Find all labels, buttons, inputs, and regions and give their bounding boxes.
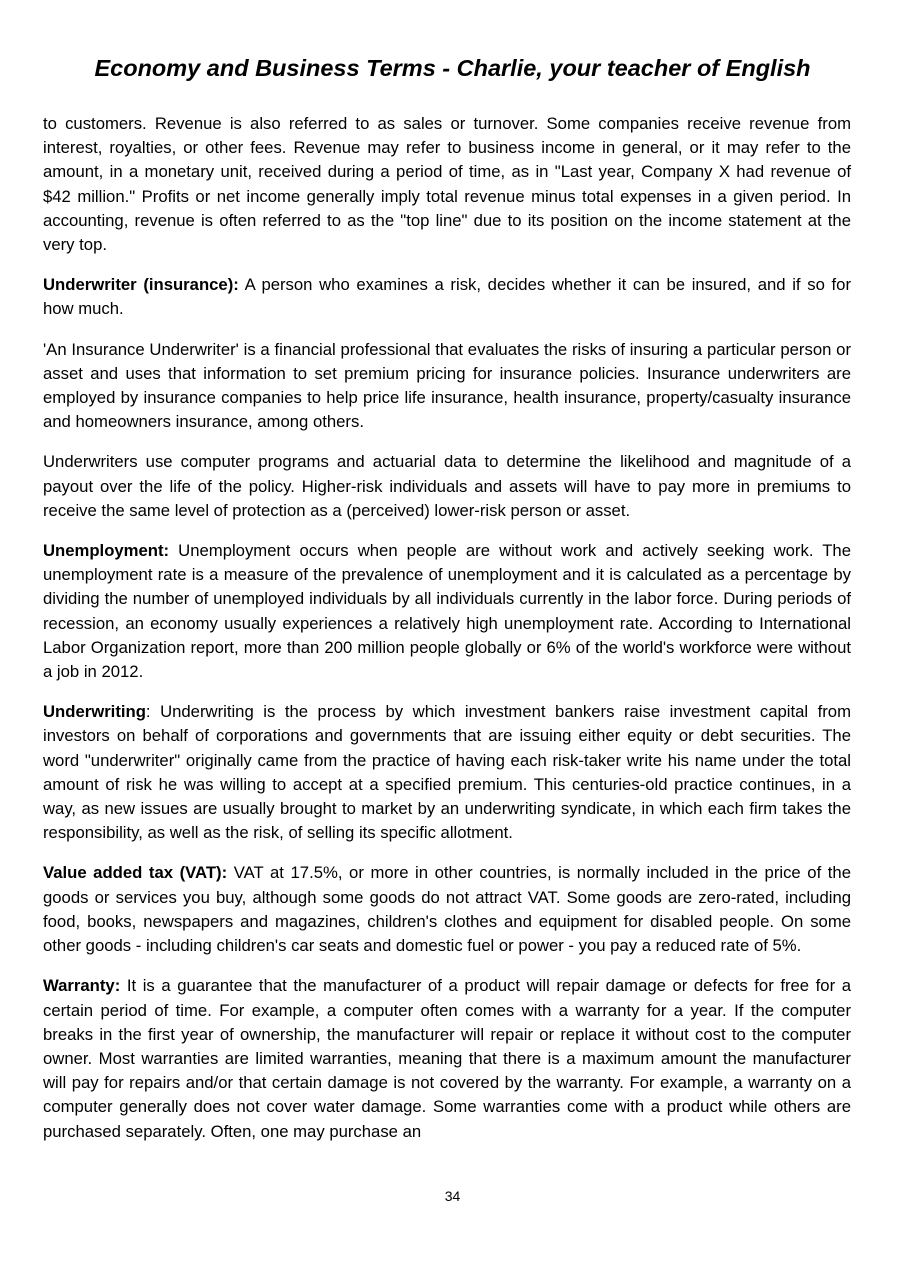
paragraph-underwriter-insurance xyxy=(43,273,851,321)
document-body xyxy=(43,112,851,1160)
paragraph-insurance-underwriter-detail xyxy=(43,338,851,435)
paragraph-text: 'An Insurance Underwriter' is a financial professional that evaluates the risks of insuring a particular person or asset and uses that information to set premium pricing for insurance policies. Insurance underwriters are employed by insurance companies to help price life insurance, health insurance, property/casualty insurance and homeowners insurance, among others. xyxy=(43,339,851,432)
paragraph-text: VAT at 17.5%, or more in other countries, is normally included in the price of the goods or services you buy, although some goods do not attract VAT. Some goods are zero-rated, including food, books, newspapers and magazines, children's clothes and equipment for disabled people. On some other goods - including children's car seats and domestic fuel or power - you pay a reduced rate of 5%. xyxy=(43,863,851,956)
paragraph-text: It is a guarantee that the manufacturer of a product will repair damage or defects for free for a certain period of time. For example, a computer often comes with a warranty for a year. If the computer breaks in the first year of ownership, the manufacturer will repair or replace it without cost to the computer owner. Most warranties are limited warranties, meaning that there is a maximum amount the manufacturer will pay for repairs and/or that certain damage is not covered by the warranty. For example, a warranty on a computer generally does not cover water damage. Some warranties come with a product while others are purchased separately. Often, one may purchase an xyxy=(43,976,851,1141)
paragraph-unemployment xyxy=(43,539,851,684)
page-number: 34 xyxy=(444,1188,461,1204)
paragraph-revenue-continued xyxy=(43,112,851,257)
paragraph-text: A person who examines a risk, decides whether it can be insured, and if so for how much. xyxy=(43,275,851,319)
paragraph-text: to customers. Revenue is also referred to as sales or turnover. Some companies receive revenue from interest, royalties, or other fees. Revenue may refer to business income in general, or it may refer to the amount, in a monetary unit, received during a period of time, as in "Last year, Company X had revenue of $42 million." Profits or net income generally imply total revenue minus total expenses in a given period. In accounting, revenue is often referred to as the "top line" due to its position on the income statement at the very top. xyxy=(43,114,851,255)
term-label: Value added tax (VAT): xyxy=(43,863,228,883)
term-label: Warranty: xyxy=(43,976,121,996)
term-label: Underwriter (insurance): xyxy=(43,275,239,295)
paragraph-value-added-tax xyxy=(43,861,851,958)
paragraph-text: Underwriters use computer programs and actuarial data to determine the likelihood and magnitude of a payout over the life of the policy. Higher-risk individuals and assets will have to pay more in premiums to receive the same level of protection as a (perceived) lower-risk person or asset. xyxy=(43,452,851,520)
paragraph-underwriting xyxy=(43,700,851,845)
paragraph-text: Unemployment occurs when people are without work and actively seeking work. The unemployment rate is a measure of the prevalence of unemployment and it is calculated as a percentage by dividing the number of unemployed individuals by all individuals currently in the labor force. During periods of recession, an economy usually experiences a relatively high unemployment rate. According to International Labor Organization report, more than 200 million people globally or 6% of the world's workforce were without a job in 2012. xyxy=(43,541,851,682)
paragraph-text: : Underwriting is the process by which investment bankers raise investment capital from investors on behalf of corporations and governments that are issuing either equity or debt securities. The word "underwriter" originally came from the practice of having each risk-taker write his name under the total amount of risk he was willing to accept at a specified premium. This centuries-old practice continues, in a way, as new issues are usually brought to market by an underwriting syndicate, in which each firm takes the responsibility, as well as the risk, of selling its specific allotment. xyxy=(43,702,851,843)
term-label: Underwriting xyxy=(43,702,146,722)
paragraph-warranty xyxy=(43,974,851,1143)
paragraph-underwriters-programs xyxy=(43,450,851,523)
term-label: Unemployment: xyxy=(43,541,170,561)
page-title: Economy and Business Terms - Charlie, your teacher of English xyxy=(94,55,811,81)
